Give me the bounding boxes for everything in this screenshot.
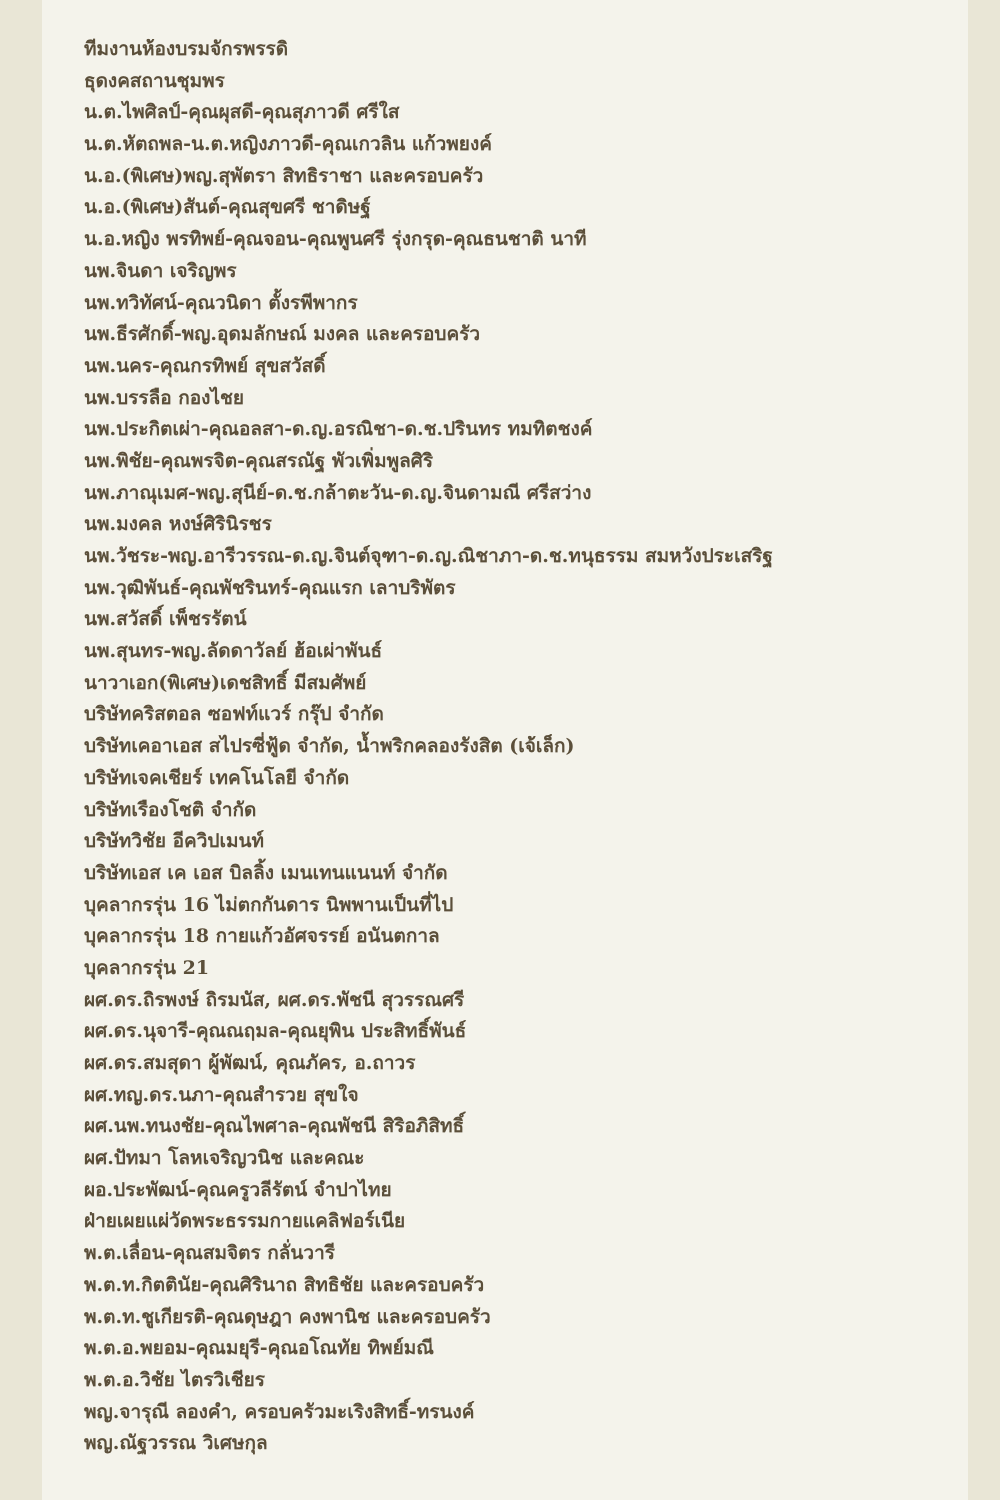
donor-name: นพ.ทวิทัศน์-คุณวนิดา ตั้งรพีพากร bbox=[84, 291, 358, 314]
donor-name: บริษัทวิชัย อีควิปเมนท์ bbox=[84, 830, 265, 853]
donor-name: นพ.จินดา เจริญพร bbox=[84, 259, 237, 282]
donor-name: บริษัทคริสตอล ซอฟท์แวร์ กรุ๊ป จำกัด bbox=[84, 703, 384, 726]
donor-name: นพ.ธีรศักดิ์-พญ.อุดมลักษณ์ มงคล และครอบครัว bbox=[84, 323, 481, 346]
donor-name: น.ต.ไพศิลป์-คุณผุสดี-คุณสุภาวดี ศรีใส bbox=[84, 101, 400, 124]
donor-name: ผอ.ประพัฒน์-คุณครูวลีรัตน์ จำปาไทย bbox=[84, 1178, 392, 1201]
donor-name: ผศ.ดร.นุจารี-คุณณฤมล-คุณยุพิน ประสิทธิ์พันธ์ bbox=[84, 1020, 467, 1043]
donor-name: นพ.บรรลือ กองไชย bbox=[84, 386, 245, 409]
donor-name: บุคลากรรุ่น 16 ไม่ตกกันดาร นิพพานเป็นที่ไป bbox=[84, 893, 454, 916]
donor-name: บริษัทเรืองโชติ จำกัด bbox=[84, 798, 257, 821]
donor-name: ทีมงานห้องบรมจักรพรรดิ bbox=[84, 38, 289, 60]
donor-name: บุคลากรรุ่น 18 กายแก้วอัศจรรย์ อนันตกาล bbox=[84, 925, 440, 948]
donor-name: ผศ.ดร.สมสุดา ผู้พัฒน์, คุณภัคร, อ.ถาวร bbox=[84, 1052, 416, 1074]
donor-name: น.อ.หญิง พรทิพย์-คุณจอน-คุณพูนศรี รุ่งกรุด-คุณธนชาติ นาที bbox=[84, 228, 587, 251]
donor-name: ผศ.นพ.ทนงชัย-คุณไพศาล-คุณพัชนี สิริอภิสิทธิ์ bbox=[84, 1115, 465, 1138]
donor-name: นพ.วุฒิพันธ์-คุณพัชรินทร์-คุณแรก เลาบริพัตร bbox=[84, 576, 456, 599]
donor-name: นพ.นคร-คุณกรทิพย์ สุขสวัสดิ์ bbox=[84, 354, 326, 377]
donor-name: นพ.ภาณุเมศ-พญ.สุนีย์-ด.ช.กล้าตะวัน-ด.ญ.จินดามณี ศรีสว่าง bbox=[84, 481, 592, 504]
donor-name: นพ.พิชัย-คุณพรจิต-คุณสรณัฐ พัวเพิ่มพูลศิริ bbox=[84, 449, 434, 472]
donor-name: น.อ.(พิเศษ)พญ.สุพัตรา สิทธิราชา และครอบครัว bbox=[84, 164, 484, 187]
donor-name: บริษัทเอส เค เอส บิลลิ้ง เมนเทนแนนท์ จำกัด bbox=[84, 861, 448, 884]
donor-name: นพ.มงคล หงษ์ศิรินิรชร bbox=[84, 513, 272, 536]
donor-name: บริษัทเคอาเอส สไปรซี่ฟู้ด จำกัด, น้ำพริกคลองรังสิต (เจ้เล็ก) bbox=[84, 735, 575, 758]
donor-name: พญ.ณัฐวรรณ วิเศษกุล bbox=[84, 1432, 268, 1455]
donor-name: บุคลากรรุ่น 21 bbox=[84, 956, 210, 979]
donor-name: พญ.จารุณี ลองคำ, ครอบครัวมะเริงสิทธิ์-ทรนงค์ bbox=[84, 1400, 475, 1423]
donor-name: นพ.สุนทร-พญ.ลัดดาวัลย์ ฮ้อเผ่าพันธ์ bbox=[84, 640, 383, 663]
donor-name-list bbox=[84, 34, 944, 1460]
page-panel bbox=[42, 0, 968, 1500]
donor-name: พ.ต.ท.ชูเกียรติ-คุณดุษฎา คงพานิช และครอบครัว bbox=[84, 1305, 491, 1328]
donor-name: ฝ่ายเผยแผ่วัดพระธรรมกายแคลิฟอร์เนีย bbox=[84, 1210, 406, 1233]
donor-name: ธุดงคสถานชุมพร bbox=[84, 69, 225, 92]
donor-name: พ.ต.ท.กิตตินัย-คุณศิรินาถ สิทธิชัย และครอบครัว bbox=[84, 1273, 485, 1296]
donor-name: นพ.ประกิตเผ่า-คุณอลสา-ด.ญ.อรณิชา-ด.ช.ปรินทร ทมทิตชงค์ bbox=[84, 418, 593, 441]
donor-name: น.ต.หัตถพล-น.ต.หญิงภาวดี-คุณเกวลิน แก้วพยงค์ bbox=[84, 133, 492, 156]
donor-name: พ.ต.อ.พยอม-คุณมยุรี-คุณอโณทัย ทิพย์มณี bbox=[84, 1337, 434, 1360]
donor-name: นาวาเอก(พิเศษ)เดชสิทธิ์ มีสมศัพย์ bbox=[84, 671, 367, 694]
donor-name: ผศ.ดร.ถิรพงษ์ ถิรมนัส, ผศ.ดร.พัชนี สุวรรณศรี bbox=[84, 988, 465, 1011]
donor-name: บริษัทเจคเชียร์ เทคโนโลยี จำกัด bbox=[84, 766, 350, 789]
donor-name: ผศ.ปัทมา โลหเจริญวนิช และคณะ bbox=[84, 1147, 365, 1170]
donor-name: นพ.วัชระ-พญ.อารีวรรณ-ด.ญ.จินต์จุฑา-ด.ญ.ณิชาภา-ด.ช.ทนุธรรม สมหวังประเสริฐ bbox=[84, 545, 773, 567]
donor-name: น.อ.(พิเศษ)สันต์-คุณสุขศรี ชาดิษฐ์ bbox=[84, 196, 371, 219]
donor-name: พ.ต.อ.วิชัย ไตรวิเชียร bbox=[84, 1368, 265, 1391]
donor-name: นพ.สวัสดิ์ เพ็ชรรัตน์ bbox=[84, 608, 247, 631]
donor-name: พ.ต.เลื่อน-คุณสมจิตร กลั่นวารี bbox=[84, 1242, 335, 1265]
donor-name: ผศ.ทญ.ดร.นภา-คุณสำรวย สุขใจ bbox=[84, 1083, 359, 1106]
